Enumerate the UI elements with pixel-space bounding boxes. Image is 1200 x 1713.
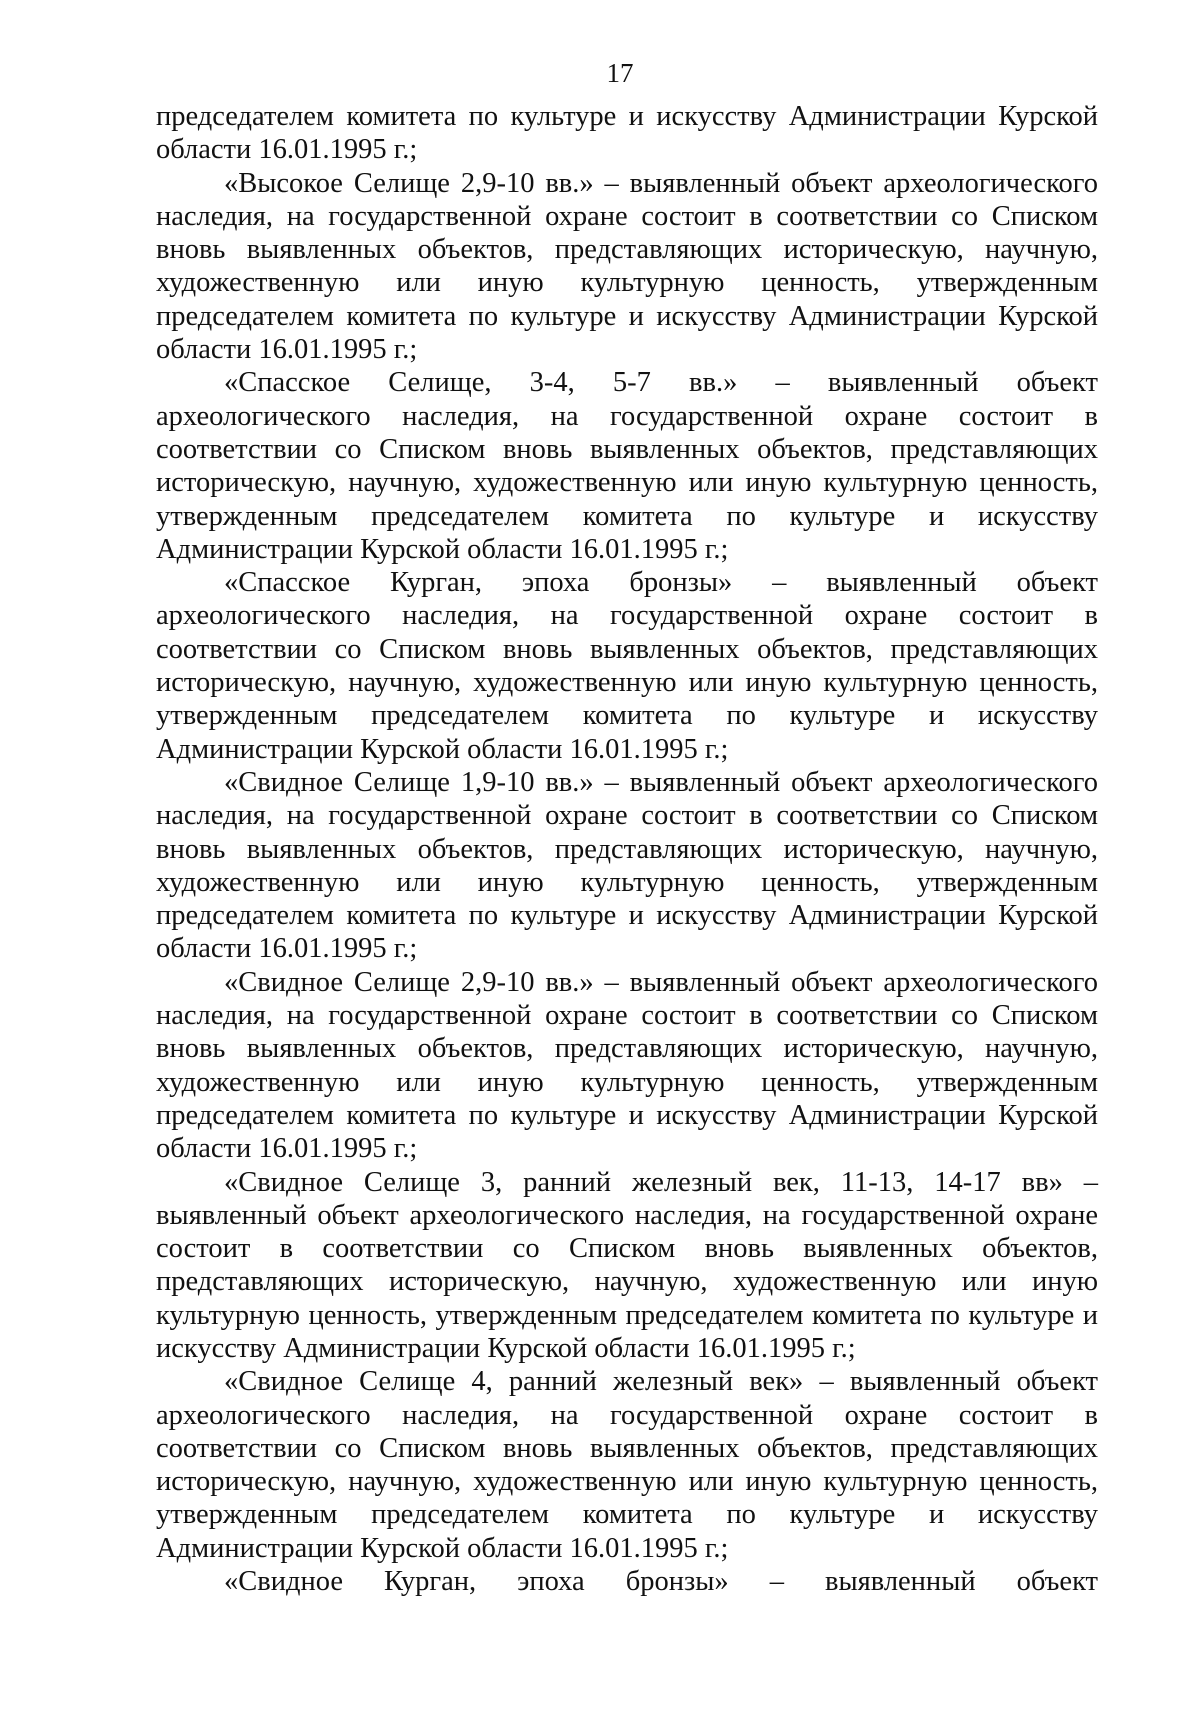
paragraph: «Спасское Селище, 3-4, 5-7 вв.» – выявленный объект археологического наследия, на государственной охране состоит в соответствии со Списком вновь выявленных объектов, представляющих историческую, научную, художественную или иную культурную ценность, утвержденным председателем комитета по культуре и искусству Администрации Курской области 16.01.1995 г.; bbox=[156, 367, 1098, 565]
paragraph: «Свидное Селище 1,9-10 вв.» – выявленный объект археологического наследия, на государственной охране состоит в соответствии со Списком вновь выявленных объектов, представляющих историческую, научную, художественную или иную культурную ценность, утвержденным председателем комитета по культуре и искусству Администрации Курской области 16.01.1995 г.; bbox=[156, 766, 1098, 965]
paragraph: «Свидное Селище 3, ранний железный век, 11-13, 14-17 вв» – выявленный объект археологического наследия, на государственной охране состоит в соответствии со Списком вновь выявленных объектов, представляющих историческую, научную, художественную или иную культурную ценность, утвержденным председателем комитета по культуре и искусству Администрации Курской области 16.01.1995 г.; bbox=[156, 1166, 1098, 1364]
paragraph: «Спасское Курган, эпоха бронзы» – выявленный объект археологического наследия, на государственной охране состоит в соответствии со Списком вновь выявленных объектов, представляющих историческую, научную, художественную или иную культурную ценность, утвержденным председателем комитета по культуре и искусству Администрации Курской области 16.01.1995 г.; bbox=[156, 567, 1098, 765]
paragraph: «Свидное Селище 2,9-10 вв.» – выявленный объект археологического наследия, на государственной охране состоит в соответствии со Списком вновь выявленных объектов, представляющих историческую, научную, художественную или иную культурную ценность, утвержденным председателем комитета по культуре и искусству Администрации Курской области 16.01.1995 г.; bbox=[156, 966, 1098, 1165]
paragraph: «Свидное Селище 4, ранний железный век» – выявленный объект археологического наследия, на государственной охране состоит в соответствии со Списком вновь выявленных объектов, представляющих историческую, научную, художественную или иную культурную ценность, утвержденным председателем комитета по культуре и искусству Администрации Курской области 16.01.1995 г.; bbox=[156, 1366, 1098, 1564]
document-body bbox=[156, 100, 1098, 1598]
paragraph: «Свидное Курган, эпоха бронзы» – выявленный объект bbox=[224, 1566, 1098, 1598]
page-number: 17 bbox=[606, 58, 634, 88]
paragraph: председателем комитета по культуре и искусству Администрации Курской области 16.01.1995 г.; bbox=[156, 101, 1098, 166]
paragraph: «Высокое Селище 2,9-10 вв.» – выявленный объект археологического наследия, на государственной охране состоит в соответствии со Списком вновь выявленных объектов, представляющих историческую, научную, художественную или иную культурную ценность, утвержденным председателем комитета по культуре и искусству Администрации Курской области 16.01.1995 г.; bbox=[156, 167, 1098, 366]
